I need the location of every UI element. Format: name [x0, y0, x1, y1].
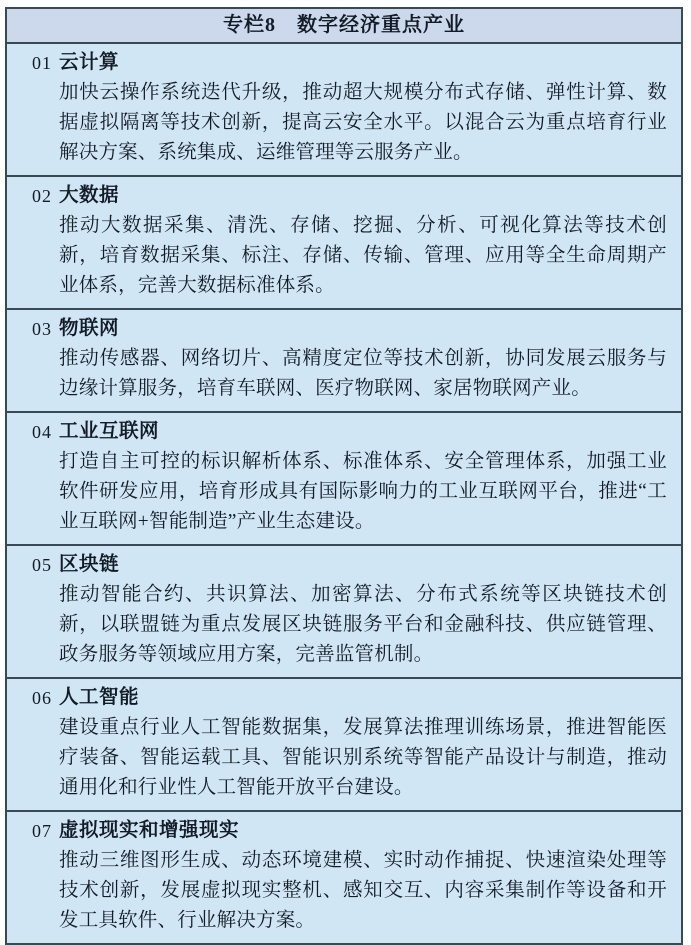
section-body: 建设重点行业人工智能数据集，发展算法推理训练场景，推进智能医疗装备、智能运载工具、智能识别系统等智能产品设计与制造，推动通用化和行业性人工智能开放平台建设。 — [59, 717, 667, 798]
section-body: 推动传感器、网络切片、高精度定位等技术创新，协同发展云服务与边缘计算服务，培育车联网、医疗物联网、家居物联网产业。 — [59, 348, 667, 399]
section-vr-ar — [7, 812, 681, 943]
section-number: 01 — [32, 53, 52, 73]
section-title: 物联网 — [59, 318, 120, 339]
section-number: 04 — [32, 422, 52, 442]
section-body: 推动三维图形生成、动态环境建模、实时动作捕捉、快速渲染处理等技术创新，发展虚拟现实整机、感知交互、内容采集制作等设备和开发工具软件、行业解决方案。 — [59, 850, 667, 931]
section-body: 推动大数据采集、清洗、存储、挖掘、分析、可视化算法等技术创新，培育数据采集、标注、存储、传输、管理、应用等全生命周期产业体系，完善大数据标准体系。 — [59, 215, 667, 296]
section-title: 工业互联网 — [59, 421, 160, 442]
section-industrial-internet — [7, 413, 681, 546]
section-title: 虚拟现实和增强现实 — [59, 820, 240, 841]
section-title: 人工智能 — [59, 687, 140, 708]
section-number: 07 — [32, 821, 52, 841]
section-title: 云计算 — [59, 52, 120, 73]
section-body: 加快云操作系统迭代升级，推动超大规模分布式存储、弹性计算、数据虚拟隔离等技术创新，提高云安全水平。以混合云为重点培育行业解决方案、系统集成、运维管理等云服务产业。 — [59, 82, 667, 163]
section-body: 打造自主可控的标识解析体系、标准体系、安全管理体系，加强工业软件研发应用，培育形成具有国际影响力的工业互联网平台，推进“工业互联网+智能制造”产业生态建设。 — [59, 451, 667, 532]
section-number: 06 — [32, 688, 52, 708]
section-title: 大数据 — [59, 185, 120, 206]
section-body: 推动智能合约、共识算法、加密算法、分布式系统等区块链技术创新，以联盟链为重点发展区块链服务平台和金融科技、供应链管理、政务服务等领域应用方案，完善监管机制。 — [59, 584, 667, 665]
section-blockchain — [7, 546, 681, 679]
box-title: 专栏8 数字经济重点产业 — [7, 9, 681, 44]
section-number: 03 — [32, 319, 52, 339]
section-title: 区块链 — [59, 554, 120, 575]
section-big-data — [7, 177, 681, 310]
section-number: 02 — [32, 186, 52, 206]
section-number: 05 — [32, 555, 52, 575]
section-ai — [7, 679, 681, 812]
section-cloud-computing — [7, 44, 681, 177]
info-box — [5, 7, 683, 945]
section-iot — [7, 310, 681, 413]
